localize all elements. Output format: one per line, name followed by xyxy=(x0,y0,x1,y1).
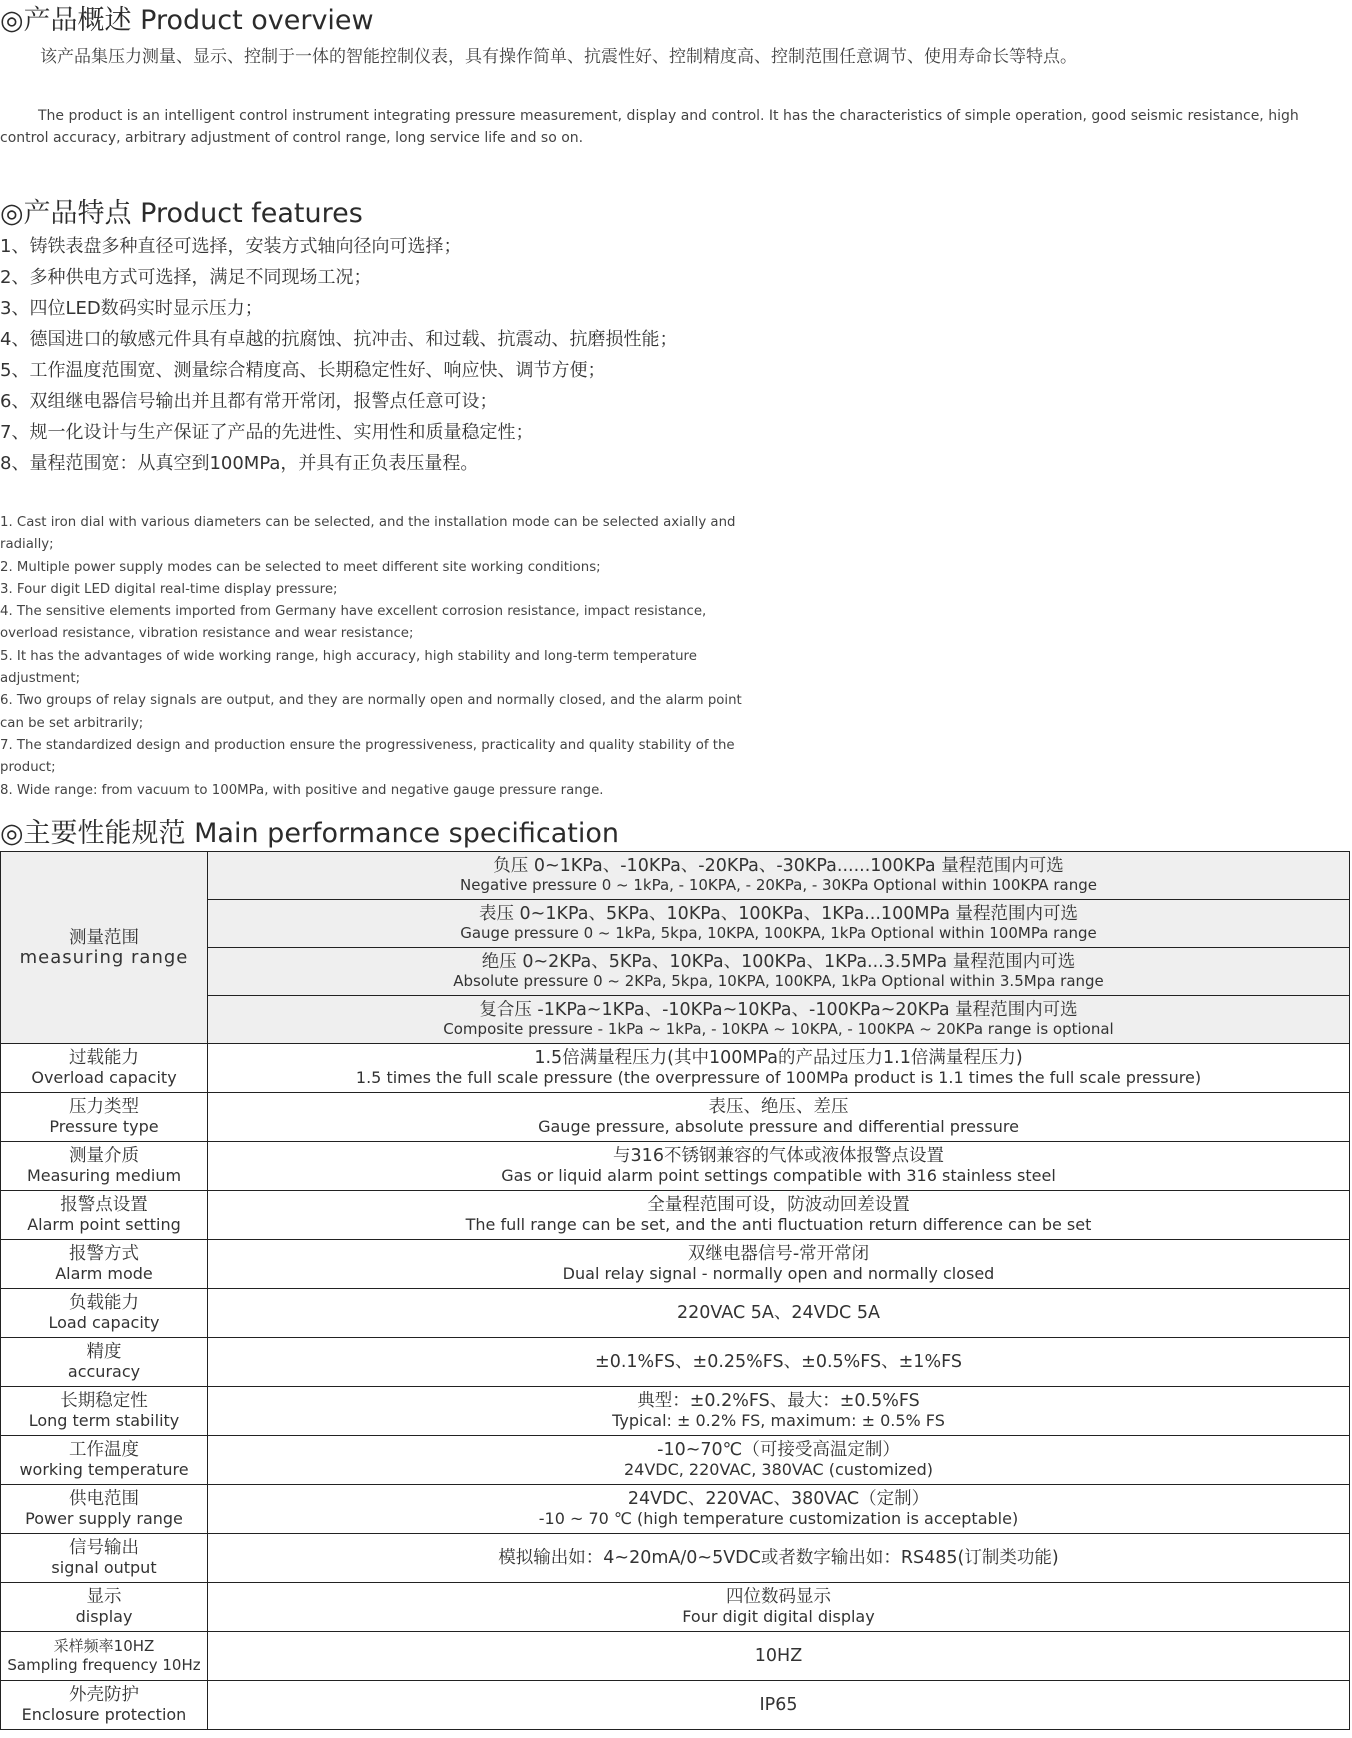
spec-value-cn: 1.5倍满量程压力(其中100MPa的产品过压力1.1倍满量程压力) xyxy=(534,1048,1023,1068)
spec-label-cell xyxy=(1,1142,208,1191)
spec-value-cn: 10HZ xyxy=(754,1645,803,1666)
spec-label-cell xyxy=(1,1436,208,1485)
table-row xyxy=(1,1583,1350,1632)
table-row xyxy=(1,1289,1350,1338)
feature-en-item: 3. Four digit LED digital real-time display pressure; xyxy=(0,581,338,597)
spec-value-cn: ±0.1%FS、±0.25%FS、±0.5%FS、±1%FS xyxy=(595,1351,962,1372)
spec-label-en: Alarm mode xyxy=(55,1264,153,1283)
spec-value-cell xyxy=(208,1534,1350,1583)
spec-table xyxy=(0,851,1350,1730)
feature-en-item: 2. Multiple power supply modes can be selected to meet different site working conditions; xyxy=(0,559,601,575)
spec-label-cell xyxy=(1,1485,208,1534)
spec-value-cell xyxy=(208,1044,1350,1093)
spec-label-en: Power supply range xyxy=(25,1509,183,1528)
range-label-en: measuring range xyxy=(19,946,189,968)
spec-value-cell xyxy=(208,1093,1350,1142)
spec-label-cn: 显示 xyxy=(86,1587,122,1607)
range-value-en: Composite pressure - 1kPa ~ 1kPa, - 10KPA ~ 10KPA, - 100KPA ~ 20KPa range is optional xyxy=(443,1019,1114,1038)
spec-value-cell xyxy=(208,1289,1350,1338)
spec-label-en: Long term stability xyxy=(28,1411,180,1430)
spec-value-cell xyxy=(208,1338,1350,1387)
range-value-cn: 绝压 0~2KPa、5KPa、10KPa、100KPa、1KPa...3.5MPa 量程范围内可选 xyxy=(481,951,1076,972)
spec-label-en: Alarm point setting xyxy=(27,1215,181,1234)
range-value-en: Gauge pressure 0 ~ 1kPa, 5kpa, 10KPA, 100KPA, 1kPa Optional within 100MPa range xyxy=(460,923,1097,942)
spec-value-cn: 四位数码显示 xyxy=(726,1587,831,1607)
spec-label-cn: 测量介质 xyxy=(69,1146,139,1166)
spec-value-cn: 双继电器信号-常开常闭 xyxy=(687,1244,870,1264)
feature-en-item: 5. It has the advantages of wide working range, high accuracy, high stability and long-term temperature adjustment; xyxy=(0,648,697,687)
table-row xyxy=(1,1681,1350,1730)
spec-value-cn: 典型：±0.2%FS、最大：±0.5%FS xyxy=(637,1391,920,1411)
spec-label-cell xyxy=(1,1289,208,1338)
spec-label-cell xyxy=(1,1044,208,1093)
spec-value-cell xyxy=(208,1387,1350,1436)
spec-value-cn: 与316不锈钢兼容的气体或液体报警点设置 xyxy=(613,1146,944,1166)
spec-value-en: Typical: ± 0.2% FS, maximum: ± 0.5% FS xyxy=(612,1411,945,1430)
spec-value-en: Gas or liquid alarm point settings compatible with 316 stainless steel xyxy=(501,1166,1056,1185)
spec-value-cell xyxy=(208,1583,1350,1632)
spec-label-cell xyxy=(1,1387,208,1436)
table-row xyxy=(1,1240,1350,1289)
feature-en-item: 4. The sensitive elements imported from Germany have excellent corrosion resistance, impact resistance, overload resistance, vibration resistance and wear resistance; xyxy=(0,604,707,642)
range-value-cell xyxy=(208,948,1350,996)
feature-cn-item: 2、多种供电方式可选择，满足不同现场工况； xyxy=(0,267,372,288)
spec-label-cell xyxy=(1,1534,208,1583)
spec-label-cn: 工作温度 xyxy=(69,1440,139,1460)
spec-value-en: The full range can be set, and the anti fluctuation return difference can be set xyxy=(465,1215,1092,1234)
spec-heading: ◎主要性能规范 Main performance specification xyxy=(0,818,619,849)
range-value-en: Absolute pressure 0 ~ 2KPa, 5kpa, 10KPA, 100KPA, 1kPa Optional within 3.5Mpa range xyxy=(453,971,1104,990)
spec-label-en: Enclosure protection xyxy=(21,1705,187,1724)
range-value-cell xyxy=(208,900,1350,948)
spec-label-cn: 过载能力 xyxy=(69,1048,139,1068)
spec-label-en: Load capacity xyxy=(48,1313,160,1332)
feature-cn-item: 7、规一化设计与生产保证了产品的先进性、实用性和质量稳定性； xyxy=(0,422,534,443)
features-cn-list xyxy=(0,231,677,479)
feature-cn-item: 1、铸铁表盘多种直径可选择，安装方式轴向径向可选择； xyxy=(0,236,462,257)
range-label-cn: 测量范围 xyxy=(69,927,139,948)
feature-cn-item: 8、量程范围宽：从真空到100MPa，并具有正负表压量程。 xyxy=(0,453,479,474)
range-value-en: Negative pressure 0 ~ 1kPa, - 10KPA, - 20KPa, - 30KPa Optional within 100KPA range xyxy=(460,875,1097,894)
table-row xyxy=(1,1044,1350,1093)
spec-value-cn: -10~70℃（可接受高温定制） xyxy=(657,1440,900,1460)
spec-label-en: Measuring medium xyxy=(26,1166,182,1185)
features-en-list xyxy=(0,512,750,802)
spec-label-cn: 报警点设置 xyxy=(60,1195,148,1215)
spec-label-en: signal output xyxy=(51,1558,157,1577)
spec-value-cell xyxy=(208,1485,1350,1534)
feature-en-item: 1. Cast iron dial with various diameters can be selected, and the installation mode can be selected axially and radially; xyxy=(0,515,736,553)
overview-heading: ◎产品概述 Product overview xyxy=(0,5,374,36)
spec-value-cn: 24VDC、220VAC、380VAC（定制） xyxy=(627,1489,930,1509)
spec-value-cn: 表压、绝压、差压 xyxy=(708,1097,849,1117)
feature-en-item: 6. Two groups of relay signals are output, and they are normally open and normally closed, and the alarm point can be set arbitrarily; xyxy=(0,693,742,731)
feature-cn-item: 3、四位LED数码实时显示压力； xyxy=(0,298,263,319)
table-row xyxy=(1,852,1350,900)
table-row xyxy=(1,1093,1350,1142)
spec-label-en: Pressure type xyxy=(49,1117,159,1136)
spec-value-cell xyxy=(208,1142,1350,1191)
spec-label-cn: 报警方式 xyxy=(69,1244,139,1264)
spec-label-cn: 精度 xyxy=(86,1342,122,1362)
spec-label-cell xyxy=(1,1632,208,1681)
spec-label-cn: 供电范围 xyxy=(69,1489,139,1509)
spec-value-cn: IP65 xyxy=(759,1694,798,1715)
range-value-cn: 负压 0~1KPa、-10KPa、-20KPa、-30KPa......100KPa 量程范围内可选 xyxy=(493,855,1064,876)
table-row xyxy=(1,1534,1350,1583)
spec-value-cell xyxy=(208,1632,1350,1681)
spec-label-cn: 外壳防护 xyxy=(69,1685,139,1705)
spec-label-en: Sampling frequency 10Hz xyxy=(7,1656,201,1674)
table-row xyxy=(1,1632,1350,1681)
spec-value-cn: 全量程范围可设，防波动回差设置 xyxy=(647,1195,910,1215)
table-row xyxy=(1,1387,1350,1436)
spec-label-cell xyxy=(1,1093,208,1142)
spec-label-cn: 采样频率10HZ xyxy=(53,1637,155,1655)
table-row xyxy=(1,1436,1350,1485)
spec-label-cell xyxy=(1,1191,208,1240)
spec-value-en: Gauge pressure, absolute pressure and differential pressure xyxy=(538,1117,1019,1136)
spec-value-cell xyxy=(208,1436,1350,1485)
table-row xyxy=(1,1142,1350,1191)
spec-label-cn: 压力类型 xyxy=(69,1097,139,1117)
spec-value-cn: 220VAC 5A、24VDC 5A xyxy=(677,1302,880,1323)
range-value-cn: 表压 0~1KPa、5KPa、10KPa、100KPa、1KPa...100MPa 量程范围内可选 xyxy=(478,903,1078,924)
spec-label-en: Overload capacity xyxy=(31,1068,177,1087)
range-label-cell xyxy=(1,852,208,1044)
spec-label-cell xyxy=(1,1338,208,1387)
spec-label-en: accuracy xyxy=(67,1362,141,1381)
spec-label-en: working temperature xyxy=(19,1460,189,1479)
spec-value-en: -10 ~ 70 ℃ (high temperature customization is acceptable) xyxy=(538,1509,1019,1528)
spec-value-cn: 模拟输出如：4~20mA/0~5VDC或者数字输出如：RS485(订制类功能) xyxy=(498,1547,1059,1568)
table-row xyxy=(1,1338,1350,1387)
feature-cn-item: 4、德国进口的敏感元件具有卓越的抗腐蚀、抗冲击、和过载、抗震动、抗磨损性能； xyxy=(0,329,678,350)
range-value-cell xyxy=(208,852,1350,900)
spec-value-en: Dual relay signal - normally open and normally closed xyxy=(562,1264,995,1283)
spec-label-en: display xyxy=(75,1607,133,1626)
table-row xyxy=(1,1191,1350,1240)
overview-en-text: The product is an intelligent control instrument integrating pressure measurement, display and control. It has the characteristics of simple operation, good seismic resistance, high control accuracy, arbitrary adjustment of control range, long service life and so on. xyxy=(0,108,1299,146)
spec-label-cn: 信号输出 xyxy=(69,1538,139,1558)
spec-value-en: Four digit digital display xyxy=(682,1607,875,1626)
table-row xyxy=(1,1485,1350,1534)
features-heading: ◎产品特点 Product features xyxy=(0,198,363,229)
spec-value-en: 24VDC, 220VAC, 380VAC (customized) xyxy=(623,1460,934,1479)
spec-value-cell xyxy=(208,1191,1350,1240)
range-value-cell xyxy=(208,996,1350,1044)
spec-value-cell xyxy=(208,1681,1350,1730)
range-value-cn: 复合压 -1KPa~1KPa、-10KPa~10KPa、-100KPa~20KPa 量程范围内可选 xyxy=(479,999,1078,1020)
spec-label-cn: 负载能力 xyxy=(69,1293,139,1313)
spec-value-cell xyxy=(208,1240,1350,1289)
feature-cn-item: 6、双组继电器信号输出并且都有常开常闭，报警点任意可设； xyxy=(0,391,498,412)
spec-value-en: 1.5 times the full scale pressure (the overpressure of 100MPa product is 1.1 times the full scale pressure) xyxy=(355,1068,1202,1087)
spec-label-cn: 长期稳定性 xyxy=(60,1391,148,1411)
feature-en-item: 7. The standardized design and production ensure the progressiveness, practicality and quality stability of the product; xyxy=(0,737,735,776)
feature-en-item: 8. Wide range: from vacuum to 100MPa, with positive and negative gauge pressure range. xyxy=(0,782,604,798)
spec-label-cell xyxy=(1,1583,208,1632)
spec-label-cell xyxy=(1,1681,208,1730)
feature-cn-item: 5、工作温度范围宽、测量综合精度高、长期稳定性好、响应快、调节方便； xyxy=(0,360,606,381)
overview-cn-text: 该产品集压力测量、显示、控制于一体的智能控制仪表，具有操作简单、抗震性好、控制精度高、控制范围任意调节、使用寿命长等特点。 xyxy=(40,47,1077,67)
spec-label-cell xyxy=(1,1240,208,1289)
